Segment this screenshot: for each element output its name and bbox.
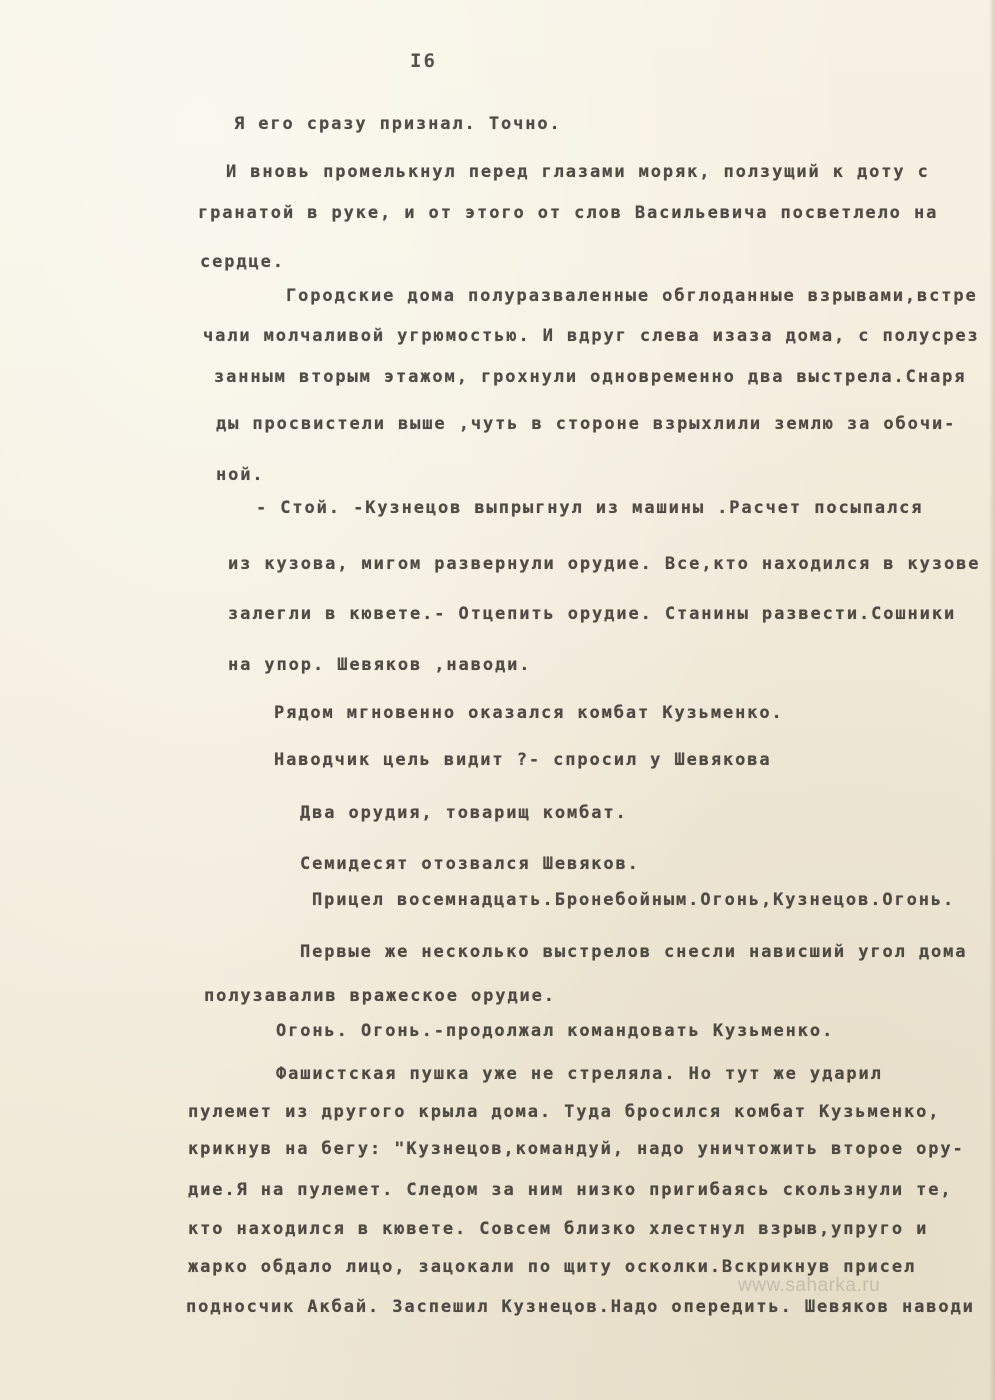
text-line: жарко обдало лицо, зацокали по щиту осколки.Вскрикнув присел (188, 1257, 917, 1277)
text-line: сердце. (200, 252, 285, 272)
watermark: www.saharka.ru (738, 1275, 881, 1296)
text-line: залегли в кювете.- Отцепить орудие. Станины развести.Сошники (228, 604, 957, 624)
text-line: гранатой в руке, и от этого от слов Васильевича посветлело на (198, 203, 939, 223)
text-line: Фашистская пушка уже не стреляла. Но тут же ударил (276, 1064, 883, 1084)
text-line: подносчик Акбай. Заспешил Кузнецов.Надо опередить. Шевяков наводи (186, 1297, 975, 1317)
text-line: дие.Я на пулемет. Следом за ним низко пригибаясь скользнули те, (188, 1180, 953, 1200)
text-line: Огонь. Огонь.-продолжал командовать Кузьменко. (276, 1021, 835, 1041)
page-number: I6 (410, 50, 437, 72)
text-line: Первые же несколько выстрелов снесли нависший угол дома (300, 942, 968, 962)
text-line: Рядом мгновенно оказался комбат Кузьменко. (274, 703, 784, 723)
text-line: Городские дома полуразваленные обглоданные взрывами,встре (286, 286, 978, 306)
text-line: ды просвистели выше ,чуть в стороне взрыхлили землю за обочи- (216, 414, 957, 434)
text-line: И вновь промелькнул перед глазами моряк, ползущий к доту с (226, 162, 930, 182)
text-line: кто находился в кювете. Совсем близко хлестнул взрыв,упруго и (188, 1219, 929, 1239)
text-line: пулемет из другого крыла дома. Туда бросился комбат Кузьменко, (188, 1102, 941, 1122)
text-line: чали молчаливой угрюмостью. И вдруг слева изаза дома, с полусрез (203, 326, 980, 346)
text-line: занным вторым этажом, грохнули одновременно два выстрела.Снаря (214, 367, 967, 387)
text-line: Наводчик цель видит ?- спросил у Шевякова (274, 750, 772, 770)
text-line: Семидесят отозвался Шевяков. (300, 854, 640, 874)
text-line: на упор. Шевяков ,наводи. (228, 655, 532, 675)
text-line: из кузова, мигом развернули орудие. Все,кто находился в кузове (228, 554, 981, 574)
text-line: полузавалив вражеское орудие. (204, 986, 556, 1006)
paper-edge (989, 0, 995, 1400)
text-line: - Стой. -Кузнецов выпрыгнул из машины .Расчет посыпался (256, 498, 924, 518)
text-line: ной. (216, 465, 265, 485)
text-line: Прицел восемнадцать.Бронебойным.Огонь,Кузнецов.Огонь. (312, 890, 956, 910)
text-line: Я его сразу признал. Точно. (234, 114, 562, 134)
text-line: Два орудия, товарищ комбат. (300, 803, 628, 823)
text-line: крикнув на бегу: "Кузнецов,командуй, надо уничтожить второе ору- (188, 1139, 965, 1159)
